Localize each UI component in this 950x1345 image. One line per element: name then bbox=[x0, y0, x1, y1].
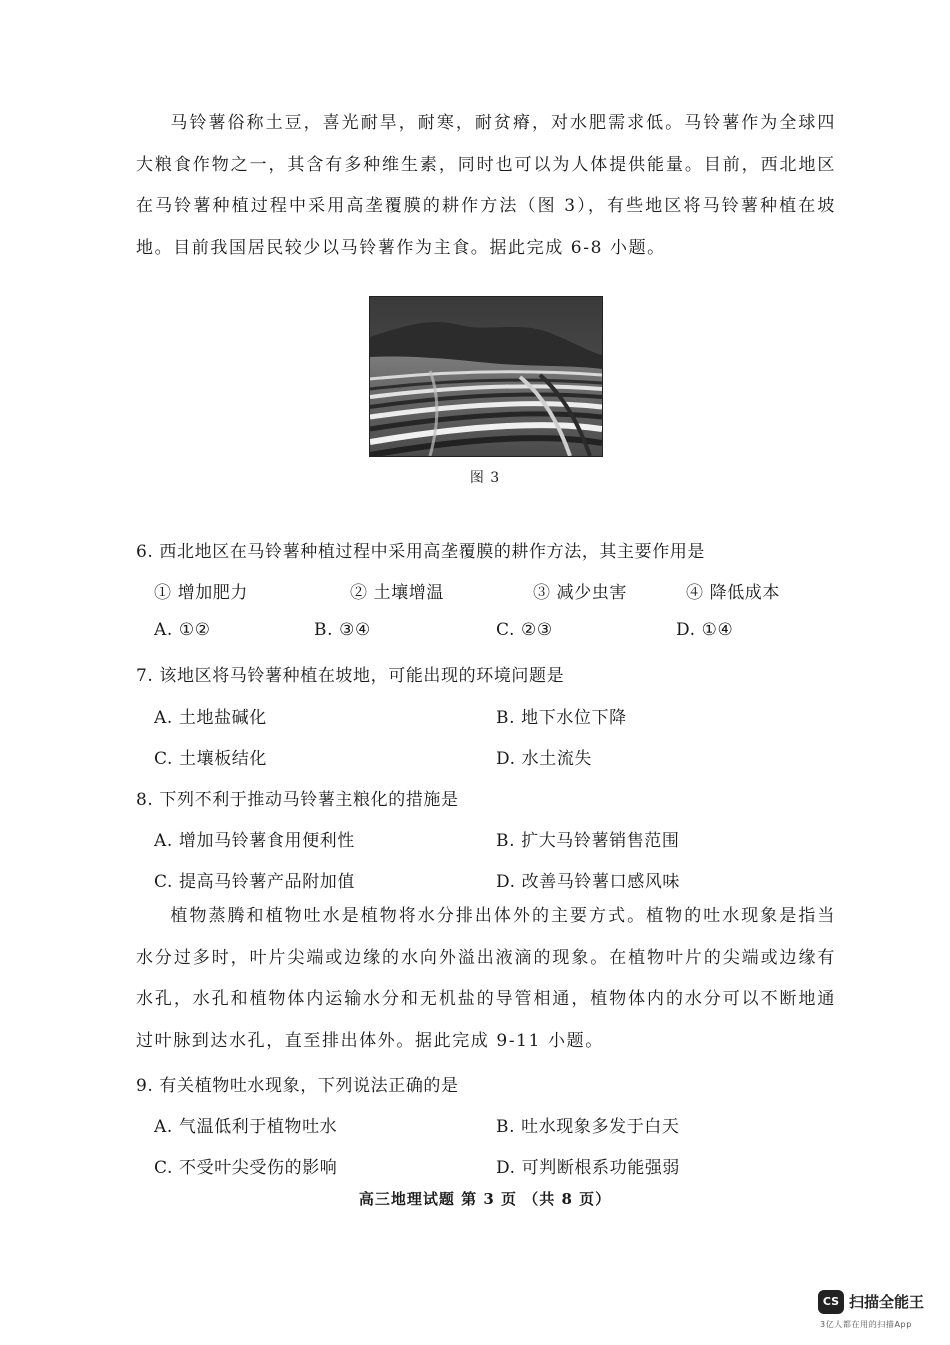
q7-option-a: A. 土地盐碱化 bbox=[154, 708, 267, 728]
scanner-app-name: 扫描全能王 bbox=[849, 1293, 925, 1311]
passage-9-11-text: 植物蒸腾和植物吐水是植物将水分排出体外的主要方式。植物的吐水现象是指当水分过多时，叶片尖端或边缘的水向外溢出液滴的现象。在植物叶片的尖端或边缘有水孔，水孔和植物体内运输水分和无机盐的导管相通，植物体内的水分可以不断地通过叶脉到达水孔，直至排出体外。据此完成 9-11 小题。 bbox=[136, 906, 836, 1051]
passage-6-8 bbox=[136, 103, 836, 269]
q8-option-b: B. 扩大马铃薯销售范围 bbox=[496, 831, 680, 851]
ridged-field-image bbox=[370, 297, 602, 456]
q6-item-3: ③ 减少虫害 bbox=[533, 583, 628, 603]
q8-option-c: C. 提高马铃薯产品附加值 bbox=[154, 872, 356, 892]
q6-option-b: B. ③④ bbox=[314, 620, 371, 640]
question-6-stem: 6. 西北地区在马铃薯种植过程中采用高垄覆膜的耕作方法，其主要作用是 bbox=[136, 542, 706, 562]
q6-item-4: ④ 降低成本 bbox=[686, 583, 781, 603]
q9-option-a: A. 气温低利于植物吐水 bbox=[154, 1117, 338, 1137]
camscanner-logo-icon: CS bbox=[818, 1290, 844, 1314]
q9-option-d: D. 可判断根系功能强弱 bbox=[496, 1158, 681, 1178]
figure-3-caption: 图 3 bbox=[469, 470, 501, 486]
q6-option-d: D. ①④ bbox=[676, 620, 734, 640]
passage-9-11 bbox=[136, 896, 836, 1062]
q6-item-2: ② 土壤增温 bbox=[350, 583, 445, 603]
q8-option-a: A. 增加马铃薯食用便利性 bbox=[154, 831, 355, 851]
q6-option-a: A. ①② bbox=[154, 620, 211, 640]
q6-item-1: ① 增加肥力 bbox=[154, 583, 249, 603]
question-7-stem: 7. 该地区将马铃薯种植在坡地，可能出现的环境问题是 bbox=[136, 666, 565, 686]
q9-option-b: B. 吐水现象多发于白天 bbox=[496, 1117, 680, 1137]
q6-option-c: C. ②③ bbox=[496, 620, 553, 640]
q8-option-d: D. 改善马铃薯口感风味 bbox=[496, 872, 681, 892]
passage-6-8-text: 马铃薯俗称土豆，喜光耐旱，耐寒，耐贫瘠，对水肥需求低。马铃薯作为全球四大粮食作物之一，其含有多种维生素，同时也可以为人体提供能量。目前，西北地区在马铃薯种植过程中采用高垄覆膜的耕作方法（图 3），有些地区将马铃薯种植在坡地。目前我国居民较少以马铃薯作为主食。据此完成 6-8 小题。 bbox=[136, 113, 836, 258]
q9-option-c: C. 不受叶尖受伤的影响 bbox=[154, 1158, 338, 1178]
question-9-stem: 9. 有关植物吐水现象，下列说法正确的是 bbox=[136, 1076, 459, 1096]
question-8-stem: 8. 下列不利于推动马铃薯主粮化的措施是 bbox=[136, 790, 459, 810]
q7-option-b: B. 地下水位下降 bbox=[496, 708, 627, 728]
figure-3-photo bbox=[369, 296, 603, 457]
page-footer: 高三地理试题 第 3 页 （共 8 页） bbox=[358, 1190, 612, 1208]
scanner-tagline: 3亿人都在用的扫描App bbox=[820, 1320, 912, 1329]
q7-option-d: D. 水土流失 bbox=[496, 749, 593, 769]
q7-option-c: C. 土壤板结化 bbox=[154, 749, 268, 769]
